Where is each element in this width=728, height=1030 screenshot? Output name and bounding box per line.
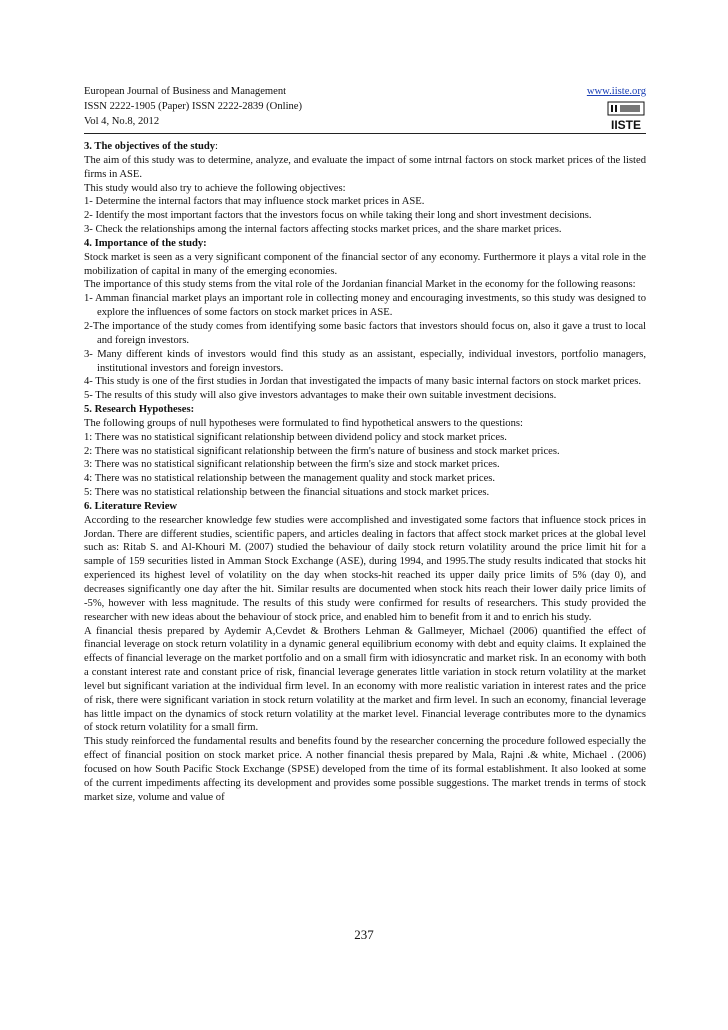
- svg-text:IISTE: IISTE: [610, 118, 642, 131]
- s6-paragraph-2: A financial thesis prepared by Aydemir A,Cevdet & Brothers Lehman & Gallmeyer, Michael (2006) quantified the effect of financial leverage on stock return volatility in a dynamic general equilibrium economy with debt and equity claims. It explained the effects of financial leverage on the market portfolio and on a small firm with idiosyncratic and market risk. In an economy with both a constant interest rate and constant price of risk, financial leverage generates little variation in stock return volatility at the market level but significant variation at the individual firm level. In an economy with more realistic variation in interest rates and the price of risk, there were significant variation in stock return volatility at the market and firm level. In such an economy, financial leverage has little impact on the dynamics of stock return volatility at the market level. Financial leverage contributes more to the dynamics of stock return volatility for a small firm.: [84, 625, 646, 734]
- s3-paragraph-1: The aim of this study was to determine, analyze, and evaluate the impact of some intrnal factors on stock market prices of the listed firms in ASE.: [84, 154, 646, 180]
- s4-paragraph-1: Stock market is seen as a very significant component of the financial sector of any economy. Furthermore it plays a vital role in the mobilization of capital in many of the emerging economies.: [84, 251, 646, 277]
- iiste-logo-icon: [606, 101, 646, 131]
- s5-hypothesis-1: 1: There was no statistical significant relationship between dividend policy and stock market prices.: [84, 431, 507, 443]
- s3-objective-3: 3- Check the relationships among the internal factors affecting stocks market prices, and the share market prices.: [84, 224, 562, 236]
- s3-paragraph-2: This study would also try to achieve the following objectives:: [84, 182, 346, 194]
- volume-line: Vol 4, No.8, 2012: [84, 116, 160, 127]
- section-3-heading: 3. The objectives of the study:: [84, 141, 218, 152]
- s4-paragraph-2: The importance of this study stems from the vital role of the Jordanian financial Market in the economy for the following reasons:: [84, 279, 636, 291]
- section-5-heading: 5. Research Hypotheses:: [84, 404, 195, 416]
- s5-hypothesis-5: 5: There was no statistical relationship between the financial situations and stock market prices.: [84, 487, 490, 499]
- s4-reason-1: 1- Amman financial market plays an important role in collecting money and encouraging investments, so this study was designed to explore the influences of some factors on stock market prices in ASE.: [84, 293, 646, 319]
- issn-line: ISSN 2222-1905 (Paper) ISSN 2222-2839 (Online): [84, 101, 303, 112]
- running-header: [84, 84, 646, 129]
- s5-paragraph-1: The following groups of null hypotheses were formulated to find hypothetical answers to the questions:: [84, 417, 523, 429]
- s6-paragraph-3: This study reinforced the fundamental results and benefits found by the researcher concerning the procedure followed especially the effect of financial position on stock market price. A nother financial thesis prepared by Mala, Rajni .& white, Michael . (2006) focused on how South Pacific Stock Exchange (SPSE) developed from the time of its formal establishment. It also looked at some of the current impediments affecting its development and provides some possible suggestions. The market trends in terms of stock market size, volume and value of: [84, 736, 646, 803]
- page: [84, 84, 646, 805]
- s5-hypothesis-2: 2: There was no statistical significant relationship between the firm's nature of business and stock market prices.: [84, 445, 560, 457]
- s5-hypothesis-3: 3: There was no statistical significant relationship between the firm's size and stock market prices.: [84, 459, 500, 471]
- s4-reason-2: 2-The importance of the study comes from identifying some basic factors that investors should focus on, also it gave a trust to local and foreign investors.: [84, 320, 646, 346]
- section-4-heading: 4. Importance of the study:: [84, 237, 207, 249]
- s3-objective-2: 2- Identify the most important factors that the investors focus on while taking their long and short investment decisions.: [84, 210, 592, 222]
- s4-reason-4: 4- This study is one of the first studies in Jordan that investigated the impacts of many basic internal factors on stock market prices.: [84, 376, 642, 388]
- journal-url-link[interactable]: www.iiste.org: [586, 86, 646, 97]
- s5-hypothesis-4: 4: There was no statistical relationship between the management quality and stock market prices.: [84, 473, 496, 485]
- article-body: [84, 140, 646, 805]
- header-rule: [84, 133, 646, 134]
- s3-objective-1: 1- Determine the internal factors that may influence stock market prices in ASE.: [84, 196, 425, 208]
- section-6-heading: 6. Literature Review: [84, 500, 178, 512]
- journal-title: European Journal of Business and Management: [84, 86, 287, 97]
- s4-reason-5: 5- The results of this study will also give investors advantages to make their own suitable investment decisions.: [84, 390, 557, 402]
- page-number: 237: [354, 927, 374, 942]
- s6-paragraph-1: According to the researcher knowledge few studies were accomplished and investigated some factors that influence stock prices in Jordan. There are different studies, scientific papers, and articles dealing in factors that affect stock market prices at the global level such as: Ritab S. and Al-Khouri M. (2007) studied the behaviour of daily stock return volatility around the price limit hit for a sample of 159 securities listed in Amman Stock Exchange (ASE), during 1994, and 1995.The study results indicated that stocks hit experienced its highest level of volatility on the day when stocks-hit reached its upper daily price limits of 5% (day 0), and decreases significantly one day after the hit. Similar results are documented when stock hits reach their lower daily price limits of -5%, however with less magnitude. The results of this study were confirmed for results of researchers. This study provided the researcher with new ideas about the behaviour of stock price, and enabled him to benefit from it and to enrich his study.: [84, 514, 646, 623]
- s4-reason-3: 3- Many different kinds of investors would find this study as an assistant, especially, individual investors, portfolio managers, institutional investors and foreign investors.: [84, 348, 646, 374]
